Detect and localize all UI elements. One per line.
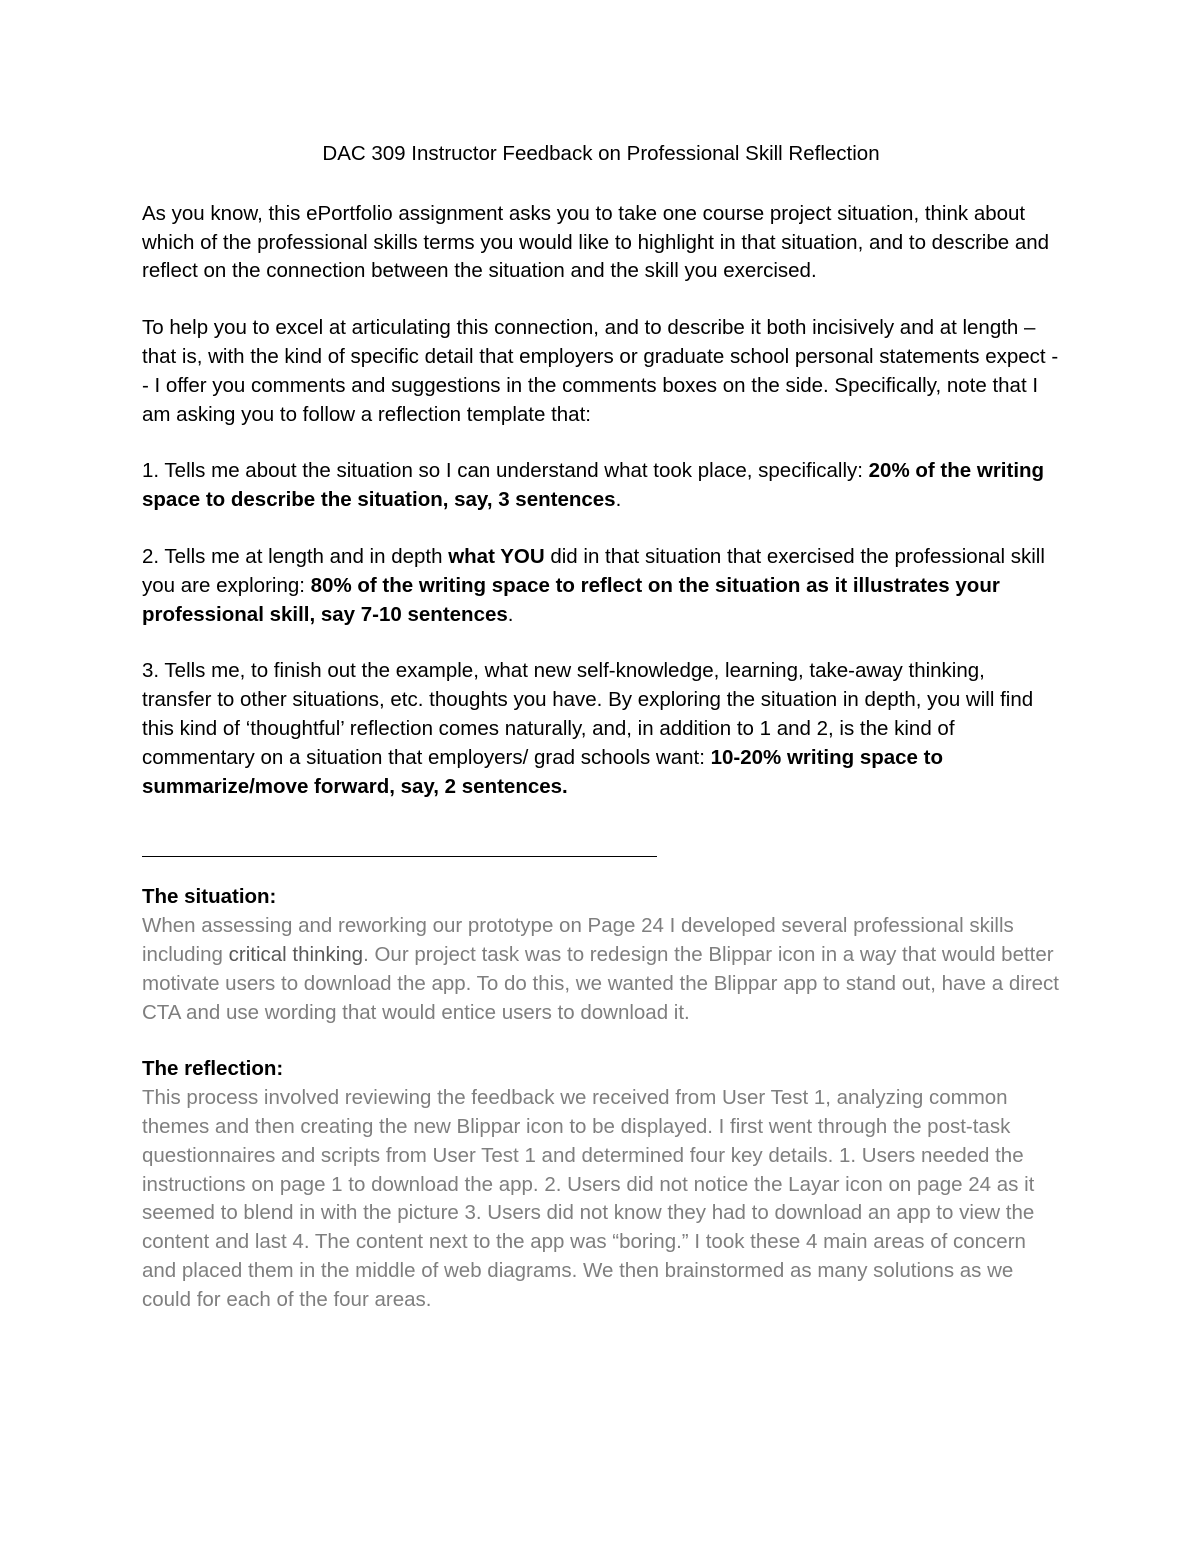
step-1-emphasis: 20% of the writing space to describe the situation, say, 3 sentences: [142, 459, 1045, 512]
step-1-text: 1. Tells me about the situation so I can understand what took place, specifically:: [142, 459, 869, 483]
situation-text: [142, 912, 1060, 1027]
section-divider: [142, 856, 657, 857]
situation-highlight: critical thinking: [228, 942, 364, 966]
step-3-emphasis: 10-20% writing space to summarize/move forward, say, 2 sentences.: [142, 745, 944, 798]
step-3-text: 3. Tells me, to finish out the example, what new self-knowledge, learning, take-away thinking, transfer to other situations, etc. thoughts you have. By exploring the situation in depth, you will find this kind of ‘thoughtful’ reflection comes naturally, and, in addition to 1 and 2, is the kind of commentary on a situation that employers/ grad schools want:: [142, 659, 1034, 769]
reflection-text: This process involved reviewing the feedback we received from User Test 1, analyzing common themes and then creating the new Blippar icon to be displayed. I first went through the post-task questionnaires and scripts from User Test 1 and determined four key details. 1. Users needed the instructions on page 1 to download the app. 2. Users did not notice the Layar icon on page 24 as it seemed to blend in with the picture 3. Users did not know they had to download an app to view the content and last 4. The content next to the app was “boring.” I took these 4 main areas of concern and placed them in the middle of web diagrams. We then brainstormed as many solutions as we could for each of the four areas.: [142, 1086, 1035, 1311]
step-2-text-b: did in that situation that exercised the professional skill you are exploring:: [142, 544, 1045, 597]
situation-text-a: When assessing and reworking our prototype on Page 24 I developed several professional skills including: [142, 914, 1014, 966]
step-2-end: .: [507, 602, 514, 626]
step-2-text-a: 2. Tells me at length and in depth: [142, 544, 449, 568]
situation-label: The situation:: [142, 885, 277, 909]
situation-text-b: . Our project task was to redesign the Blippar icon in a way that would better motivate users to download the app. To do this, we wanted the Blippar app to stand out, have a direct CTA and use wording that would entice users to download it.: [142, 942, 1060, 1024]
step-2-emphasis-a: what YOU: [448, 544, 545, 568]
help-paragraph: To help you to excel at articulating this connection, and to describe it both incisively and at length – that is, with the kind of specific detail that employers or graduate school personal statements expect -- I offer you comments and suggestions in the comments boxes on the side. Specifically, note that I am asking you to follow a reflection template that:: [142, 316, 1059, 426]
step-1-end: .: [615, 488, 622, 512]
reflection-label: The reflection:: [142, 1057, 284, 1081]
step-2-emphasis-b: 80% of the writing space to reflect on the situation as it illustrates your professional skill, say 7-10 sentences: [142, 573, 1000, 626]
step-2-paragraph: [142, 543, 1060, 629]
document-title: DAC 309 Instructor Feedback on Professional Skill Reflection: [322, 142, 880, 165]
step-1-paragraph: [142, 457, 1060, 515]
step-3-paragraph: [142, 657, 1060, 801]
intro-paragraph: As you know, this ePortfolio assignment asks you to take one course project situation, think about which of the professional skills terms you would like to highlight in that situation, and to describe and reflect on the connection between the situation and the skill you exercised.: [142, 201, 1050, 283]
